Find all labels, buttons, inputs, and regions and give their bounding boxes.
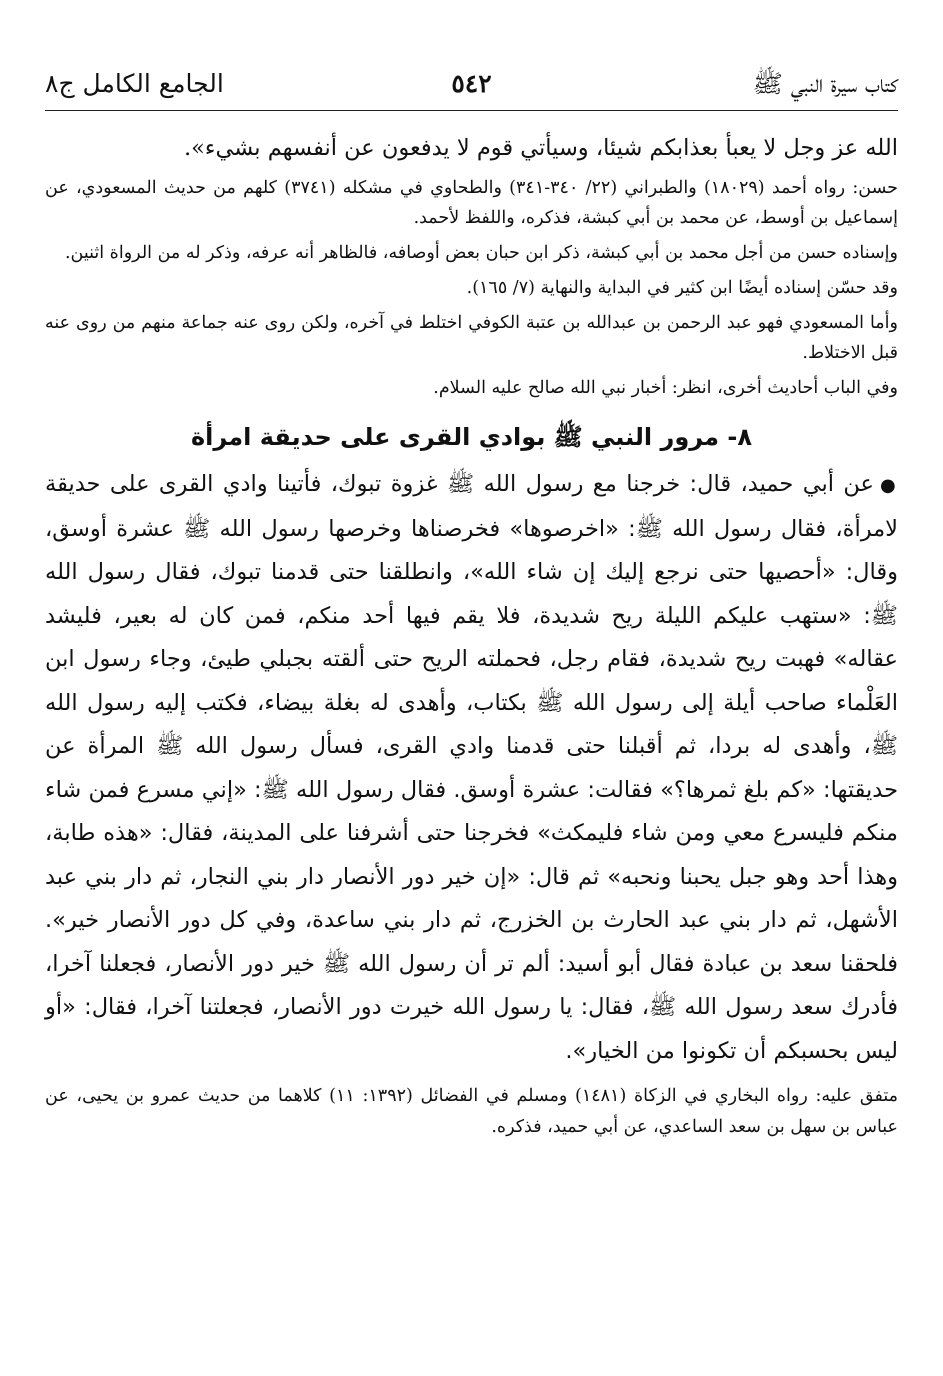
hadith-footnote: متفق عليه: رواه البخاري في الزكاة (١٤٨١) ومسلم في الفضائل (١٣٩٢: ١١) كلاهما من حديث عمرو بن يحيى، عن عباس بن سهل بن سعد الساعدي، عن أبي حميد، فذكره.	[45, 1086, 899, 1137]
book-title: كتاب سيرة النبي ﷺ	[752, 69, 898, 98]
hadith-text	[45, 463, 898, 1073]
page-content	[45, 125, 898, 1143]
volume-label: الجامع الكامل ج٨	[45, 69, 224, 98]
continuation-text: الله عز وجل لا يعبأ بعذابكم شيئا، وسيأتي قوم لا يدفعون عن أنفسهم بشيء».	[183, 135, 898, 161]
page-number: ٥٤٢	[451, 69, 492, 98]
takhrij-note: حسن: رواه أحمد (١٨٠٢٩) والطبراني (٢٢/ ٣٤٠-٣٤١) والطحاوي في مشكله (٣٧٤١) كلهم من حديث المسعودي، عن إسماعيل بن أوسط، عن محمد بن أبي كبشة، فذكره، واللفظ لأحمد.	[45, 178, 899, 228]
section-heading: ٨- مرور النبي ﷺ بوادي القرى على حديقة امرأة	[190, 423, 752, 451]
bullet-icon: ●	[879, 475, 898, 496]
ibn-kathir-note: وقد حسّن إسناده أيضًا ابن كثير في البداية والنهاية (٧/ ١٦٥).	[466, 278, 898, 298]
hadith-body: عن أبي حميد، قال: خرجنا مع رسول الله ﷺ غزوة تبوك، فأتينا وادي القرى على حديقة لامرأة، فقال رسول الله ﷺ: «اخرصوها» فخرصناها وخرصها رسول الله ﷺ عشرة أوسق، وقال: «أحصيها حتى نرجع إليك إن شاء الله»، وانطلقنا حتى قدمنا تبوك، فقال رسول الله ﷺ: «ستهب عليكم الليلة ريح شديدة، فلا يقم فيها أحد منكم، فمن كان له بعير، فليشد عقاله» فهبت ريح شديدة، فقام رجل، فحملته الريح حتى ألقته بجبلي طيئ، وجاء رسول ابن العَلْماء صاحب أيلة إلى رسول الله ﷺ بكتاب، وأهدى له بغلة بيضاء، فكتب إليه رسول الله ﷺ، وأهدى له بردا، ثم أقبلنا حتى قدمنا وادي القرى، فسأل رسول الله ﷺ المرأة عن حديقتها: «كم بلغ ثمرها؟» فقالت: عشرة أوسق. فقال رسول الله ﷺ: «إني مسرع فمن شاء منكم فليسرع معي ومن شاء فليمكث» فخرجنا حتى أشرفنا على المدينة، فقال: «هذه طابة، وهذا أحد وهو جبل يحبنا ونحبه» ثم قال: «إن خير دور الأنصار دار بني النجار، ثم دار بني عبد الأشهل، ثم دار بني عبد الحارث بن الخزرج، ثم دار بني ساعدة، وفي كل دور الأنصار خير». فلحقنا سعد بن عبادة فقال أبو أسيد: ألم تر أن رسول الله ﷺ خير دور الأنصار، فجعلنا آخرا، فأدرك سعد رسول الله ﷺ، فقال: يا رسول الله خيرت دور الأنصار، فجعلتنا آخرا، فقال: «أو ليس بحسبكم أن تكونوا من الخيار».	[45, 471, 898, 1064]
isnad-note: وإسناده حسن من أجل محمد بن أبي كبشة، ذكر ابن حبان بعض أوصافه، فالظاهر أنه عرفه، وذكر له من الرواة اثنين.	[64, 243, 898, 263]
book-page	[45, 58, 898, 1356]
see-also-note: وفي الباب أحاديث أخرى، انظر: أخبار نبي الله صالح عليه السلام.	[433, 378, 898, 398]
running-header	[45, 58, 898, 111]
masudi-note: وأما المسعودي فهو عبد الرحمن بن عبدالله بن عتبة الكوفي اختلط في آخره، ولكن روى عنه جماعة منهم من روى عنه قبل الاختلاط.	[45, 313, 898, 363]
